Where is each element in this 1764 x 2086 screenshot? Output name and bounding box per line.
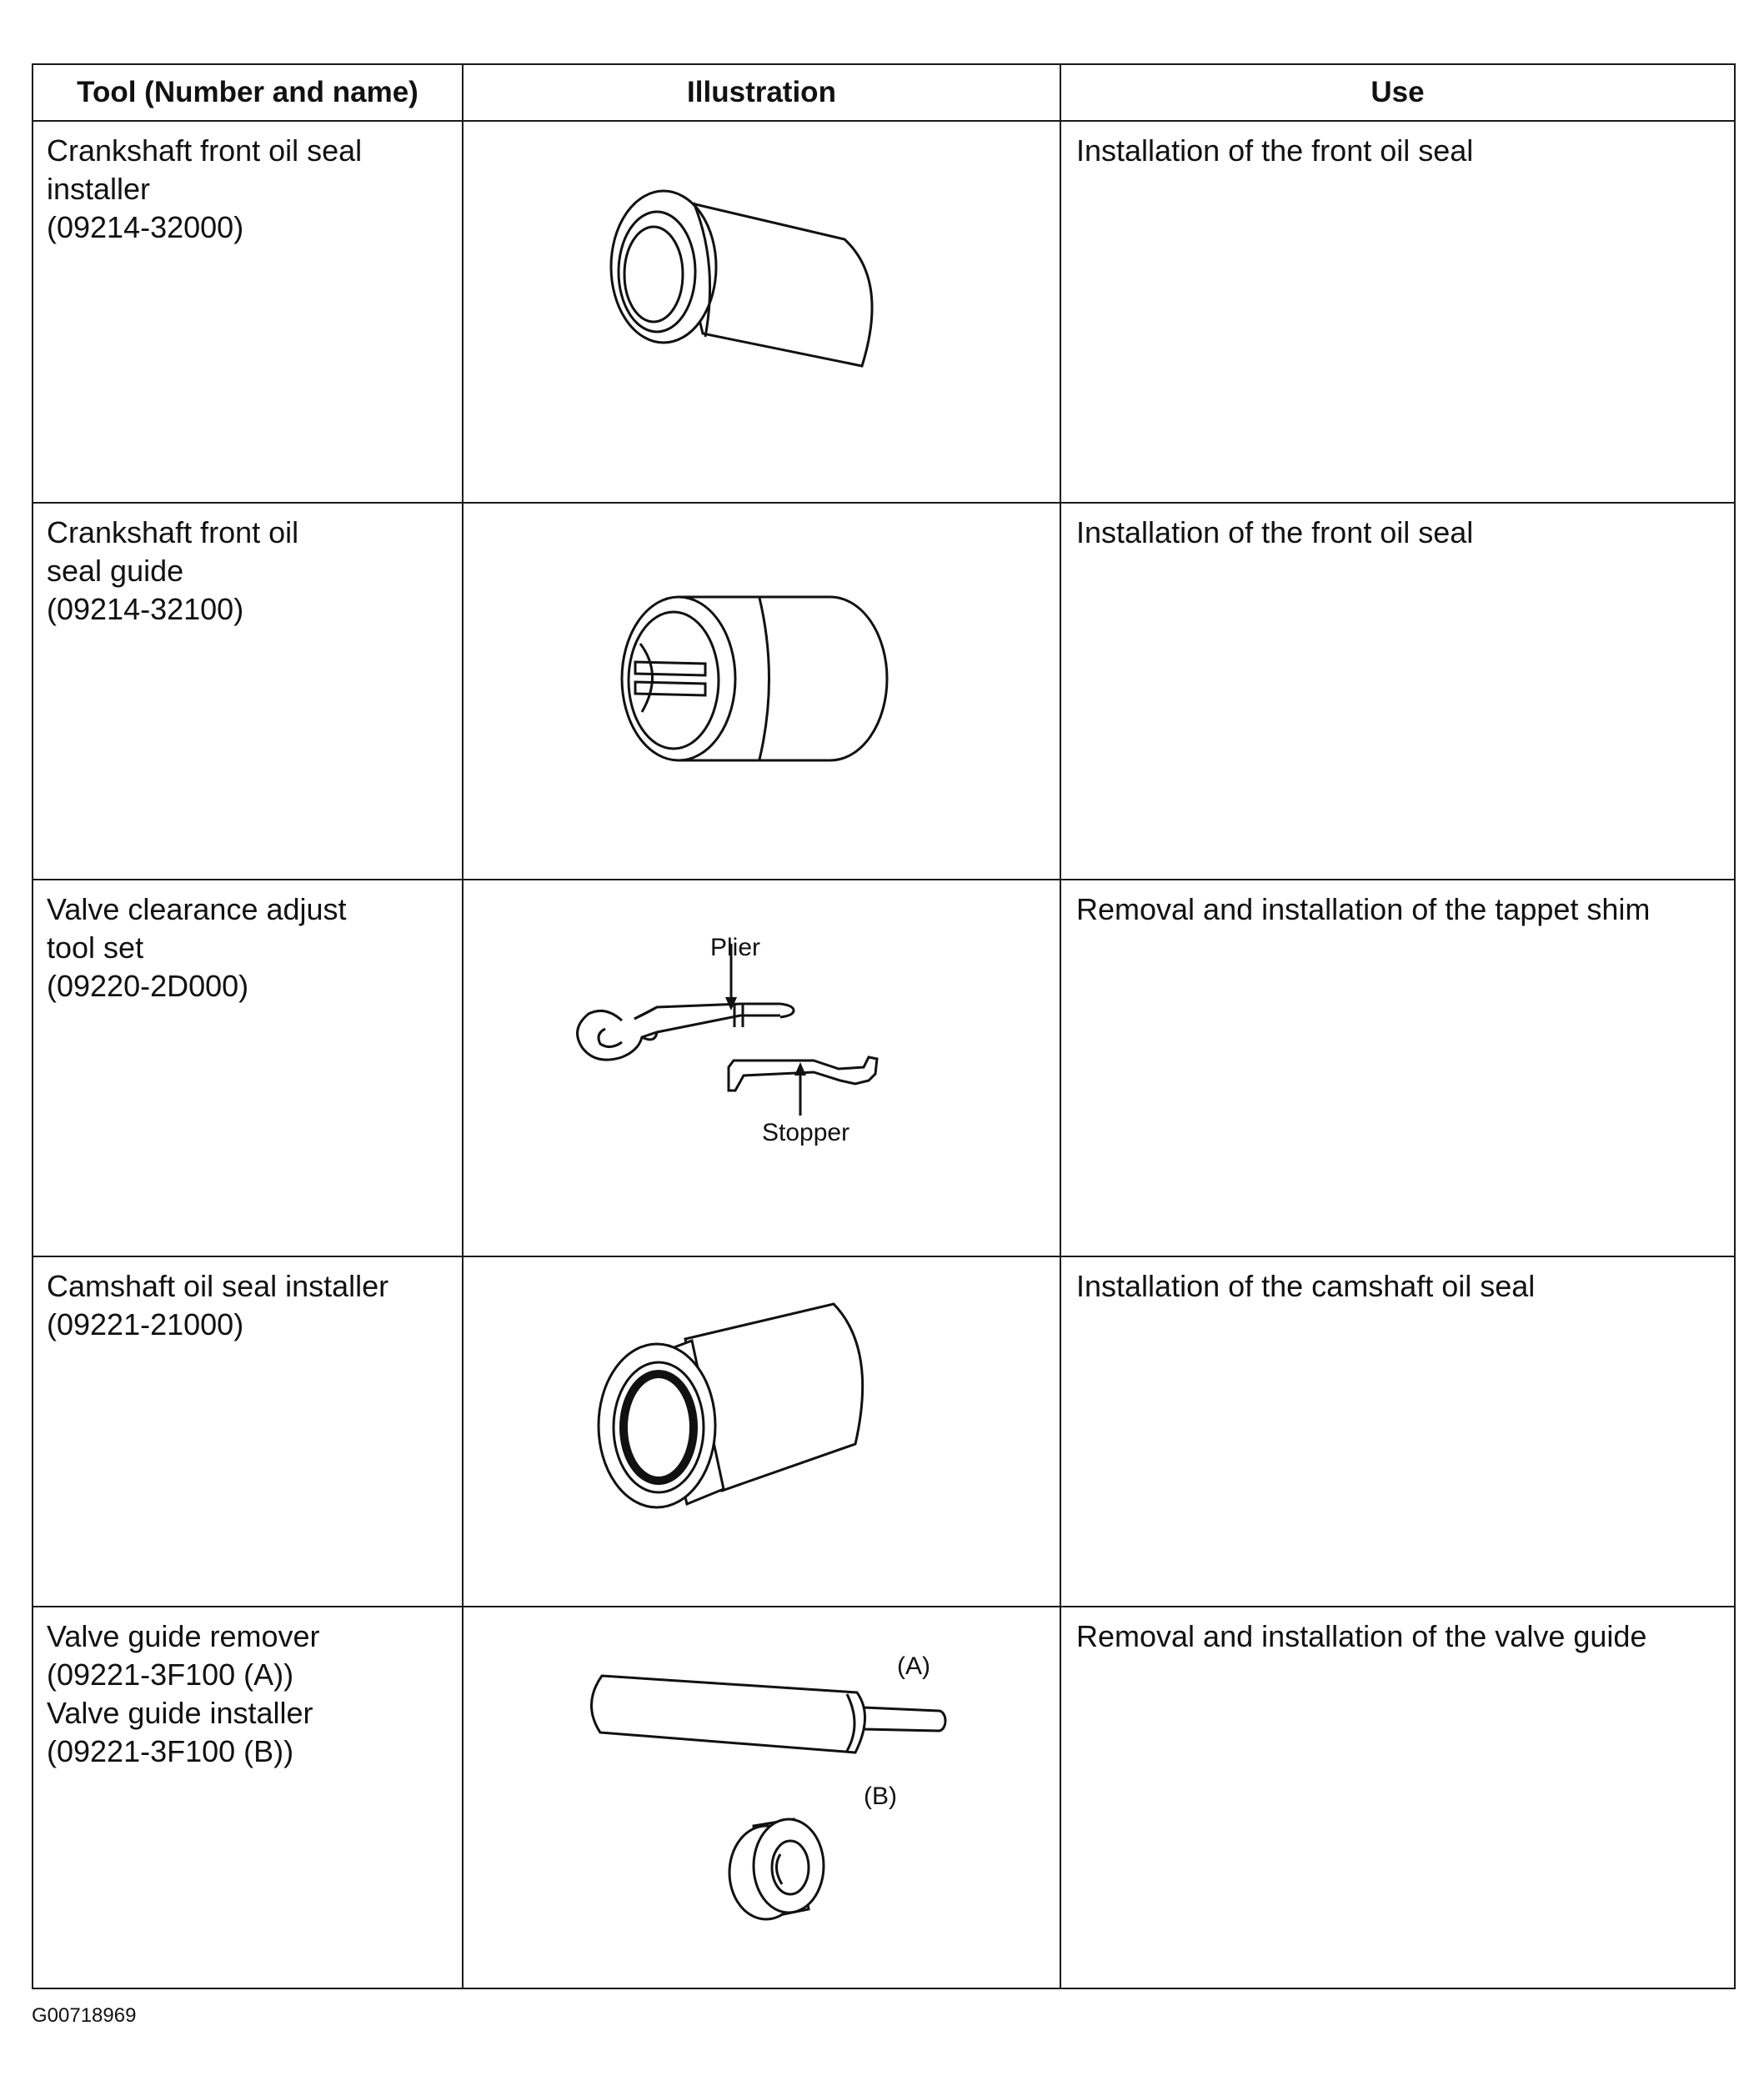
tool-name-line: Crankshaft front oil (47, 515, 299, 549)
use-cell: Installation of the camshaft oil seal (1060, 1256, 1735, 1607)
tool-name-line: Valve guide remover (47, 1619, 320, 1653)
tool-number: (09221-3F100 (A)) (47, 1657, 294, 1692)
table-row (33, 121, 1735, 503)
illustration-cell (463, 1256, 1060, 1607)
tool-cell (33, 503, 463, 880)
table-row (33, 1256, 1735, 1607)
table-row (33, 503, 1735, 880)
tool-number: (09221-3F100 (B)) (47, 1734, 294, 1768)
tool-number: (09220-2D000) (47, 969, 249, 1003)
use-cell: Removal and installation of the valve guide (1060, 1607, 1735, 1988)
seal-installer-icon (464, 122, 1061, 504)
column-header-tool: Tool (Number and name) (33, 64, 463, 121)
illustration-cell (463, 121, 1060, 503)
tool-cell (33, 880, 463, 1256)
use-cell: Removal and installation of the tappet shim (1060, 880, 1735, 1256)
illustration-cell (463, 503, 1060, 880)
tool-name-line: Camshaft oil seal installer (47, 1269, 389, 1303)
tool-name-line: installer (47, 172, 151, 206)
tool-name-line: tool set (47, 930, 144, 965)
column-header-illustration: Illustration (463, 64, 1060, 121)
illustration-cell (463, 880, 1060, 1256)
column-header-use: Use (1060, 64, 1735, 121)
tool-name-line: Valve clearance adjust (47, 892, 347, 926)
plier-label: Plier (710, 934, 761, 961)
camshaft-seal-installer-icon (464, 1257, 1061, 1607)
tool-number: (09214-32000) (47, 210, 244, 244)
stopper-label: Stopper (762, 1119, 850, 1146)
tool-number: (09221-21000) (47, 1307, 244, 1341)
header-row (33, 64, 1735, 121)
table-row (33, 1607, 1735, 1988)
tool-name-line: seal guide (47, 554, 184, 588)
valve-guide-tools-icon (464, 1607, 1061, 1989)
tool-number: (09214-32100) (47, 592, 244, 626)
use-cell: Installation of the front oil seal (1060, 503, 1735, 880)
illustration-cell (463, 1607, 1060, 1988)
table-row (33, 880, 1735, 1256)
use-cell: Installation of the front oil seal (1060, 121, 1735, 503)
tool-cell (33, 1607, 463, 1988)
figure-code: G00718969 (32, 2004, 137, 2027)
tool-name-line: Valve guide installer (47, 1696, 313, 1730)
special-tools-table (32, 63, 1736, 1989)
installer-b-label: (B) (864, 1783, 897, 1810)
tool-cell (33, 1256, 463, 1607)
plier-stopper-icon (464, 880, 1061, 1257)
tool-name-line: Crankshaft front oil seal (47, 133, 363, 168)
remover-a-label: (A) (897, 1652, 930, 1680)
tool-cell (33, 121, 463, 503)
seal-guide-icon (464, 504, 1061, 880)
